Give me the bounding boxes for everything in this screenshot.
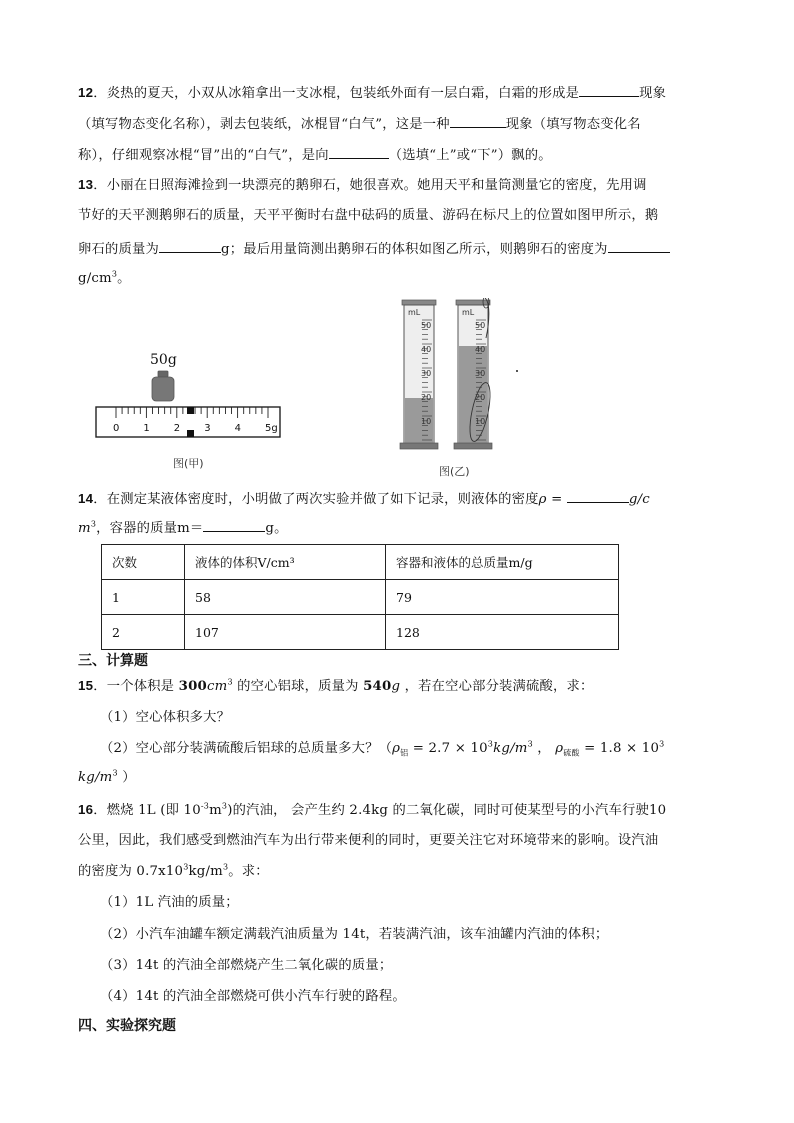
- q15-number: 15: [78, 678, 94, 693]
- cylinder-1: [400, 300, 438, 449]
- q16-line-3: 的密度为 $0.7x10^3kg/m^3$。求：: [78, 862, 269, 879]
- cylinder-mark-label: 20: [475, 393, 486, 402]
- cylinder-mark-label: 10: [421, 417, 432, 426]
- table-header: 次数: [102, 545, 185, 580]
- weight-label: 50g: [150, 352, 177, 368]
- figure-yi-caption: 图(乙): [439, 465, 470, 478]
- figure-jia-caption: 图(甲): [173, 457, 204, 470]
- q14-line-1: 14．在测定某液体密度时，小明做了两次实验并做了如下记录，则液体的密度ρ = g/c: [78, 488, 650, 510]
- q13-number: 13: [78, 177, 94, 192]
- q16-part-2: （2）小汽车油罐车额定满载汽油质量为 14t，若装满汽油，该车油罐内汽油的体积；: [100, 927, 609, 942]
- table-row: [102, 615, 619, 650]
- section-heading-4: 四、实验探究题: [78, 1017, 176, 1033]
- cylinder-mark-label: 50: [475, 321, 486, 330]
- q14-blank-2[interactable]: [203, 517, 265, 532]
- weight-icon: [152, 371, 174, 401]
- scale-tick-label: 1: [143, 423, 150, 434]
- section-heading-3: 三、计算题: [78, 652, 148, 668]
- table-row: [102, 580, 619, 615]
- q15-part-1: （1）空心体积多大？: [100, 710, 231, 725]
- q15-part-2-cont: $kg/m^3$ ）: [78, 768, 136, 785]
- scale-tick-label: 4: [234, 423, 241, 434]
- q14-line-2: $m^3$，容器的质量m＝ g。: [78, 517, 288, 539]
- figure-jia: [90, 345, 290, 445]
- q16-line-1: 16．燃烧 1L (即 $10^{-3}m^3$)的汽油， 会产生约 2.4kg 的二氧化碳，同时可使某型号的小汽车行驶10: [78, 801, 667, 818]
- cylinder-mark-label: 10: [475, 417, 486, 426]
- q15-part-2: （2）空心部分装满硫酸后铝球的总质量多大？（$\rho_铝 = 2.7 \times 10^3kg/m^3$ ， $\rho_{硫酸} = 1.8 \times 10^3$: [100, 739, 665, 758]
- q16-part-4: （4）14t 的汽油全部燃烧可供小汽车行驶的路程。: [100, 989, 406, 1004]
- cylinder-unit-label: mL: [408, 308, 421, 317]
- rider-top: [187, 407, 194, 414]
- table-header: 液体的体积V/cm³: [185, 545, 386, 580]
- cylinder-mark-label: 50: [421, 321, 432, 330]
- q16-part-3: （3）14t 的汽油全部燃烧产生二氧化碳的质量；: [100, 958, 393, 973]
- q14-table: [101, 544, 619, 650]
- q13-line-2: 节好的天平测鹅卵石的质量，天平平衡时右盘中砝码的质量、游码在标尺上的位置如图甲所示，鹅: [78, 208, 659, 223]
- q12-line-1: 12．炎热的夏天，小双从冰箱拿出一支冰棍，包装纸外面有一层白霜，白霜的形成是 现象: [78, 82, 666, 104]
- q12-blank-1[interactable]: [579, 82, 639, 97]
- cylinder-mark-label: 30: [475, 369, 486, 378]
- scale-tick-label: 3: [204, 423, 211, 434]
- figure-yi: [396, 298, 506, 452]
- q16-part-1: （1）1L 汽油的质量；: [100, 895, 239, 910]
- q14-blank-1[interactable]: [567, 488, 629, 503]
- cylinder-2: [454, 298, 494, 449]
- table-cell: 79: [386, 580, 619, 615]
- table-cell: 58: [185, 580, 386, 615]
- q13-line-1: 13．小丽在日照海滩捡到一块漂亮的鹅卵石，她很喜欢。她用天平和量筒测量它的密度，先用调: [78, 177, 647, 193]
- table-cell: 128: [386, 615, 619, 650]
- scale-tick-label: 0: [113, 423, 120, 434]
- cylinder-mark-label: 30: [421, 369, 432, 378]
- table-header: 容器和液体的总质量m/g: [386, 545, 619, 580]
- table-cell: 107: [185, 615, 386, 650]
- q13-blank-1[interactable]: [159, 238, 221, 253]
- q13-blank-2[interactable]: [608, 238, 670, 253]
- cylinder-unit-label: mL: [462, 308, 475, 317]
- scale-tick-label: 2: [173, 423, 181, 434]
- q16-number: 16: [78, 802, 94, 817]
- cylinder-mark-label: 40: [421, 345, 432, 354]
- q13-line-4: $g/cm^3$。: [78, 269, 131, 286]
- scale-tick-label: 5g: [265, 423, 278, 434]
- q14-number: 14: [78, 491, 94, 506]
- q12-line-3: 称），仔细观察冰棍“冒”出的“白气”，是向 （选填“上”或“下”）飘的。: [78, 144, 552, 166]
- rider-bottom: [187, 430, 194, 437]
- q12-number: 12: [78, 85, 94, 100]
- cylinder-mark-label: 20: [421, 393, 432, 402]
- q13-line-3: 卵石的质量为 g；最后用量筒测出鹅卵石的体积如图乙所示，则鹅卵石的密度为: [78, 238, 670, 260]
- q12-line-2: （填写物态变化名称），剥去包装纸，冰棍冒“白气”，这是一种 现象（填写物态变化名: [78, 113, 641, 135]
- table-header-row: [102, 545, 619, 580]
- stray-dot: [516, 370, 518, 372]
- q12-blank-3[interactable]: [329, 144, 389, 159]
- cylinder-mark-label: 40: [475, 345, 486, 354]
- table-cell: 2: [102, 615, 185, 650]
- table-cell: 1: [102, 580, 185, 615]
- q15-line-1: 15．一个体积是 $300cm^3$ 的空心铝球，质量为 540g ，若在空心部分装满硫酸，求：: [78, 677, 594, 694]
- q12-blank-2[interactable]: [450, 113, 506, 128]
- q16-line-2: 公里，因此，我们感受到燃油汽车为出行带来便利的同时，更要关注它对环境带来的影响。设汽油: [78, 833, 659, 848]
